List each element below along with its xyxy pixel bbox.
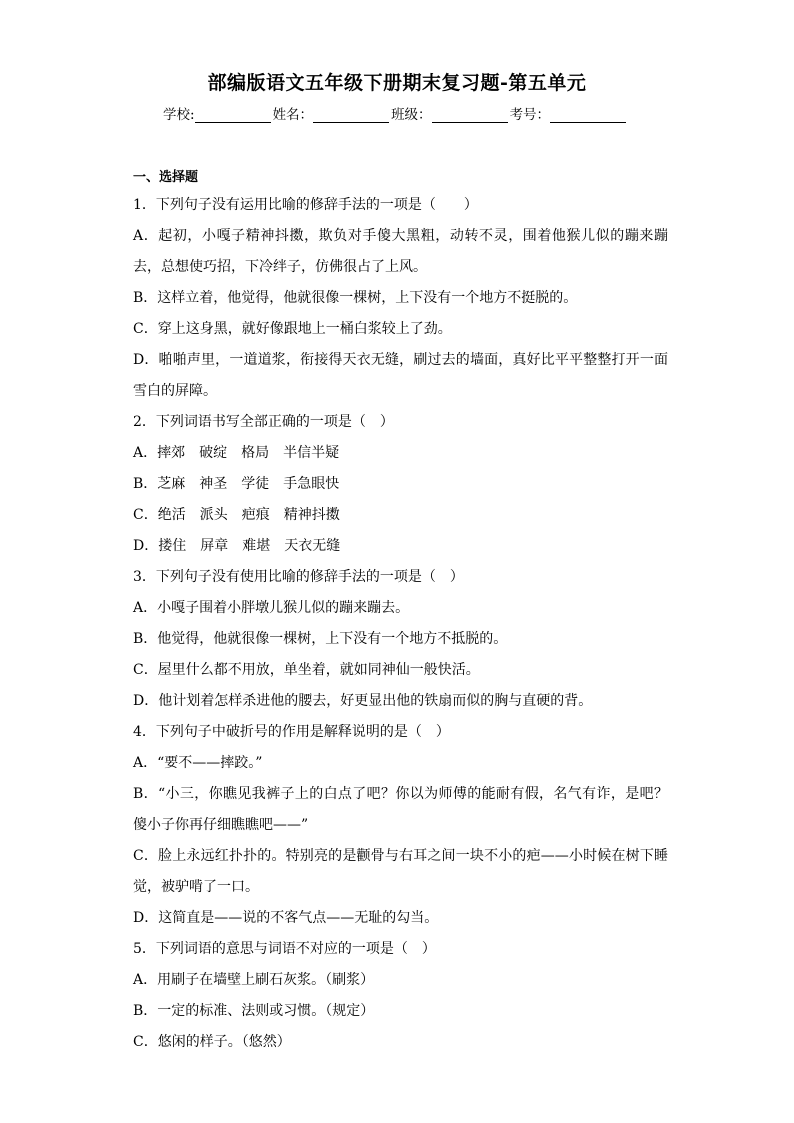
word: 精神抖擞	[283, 507, 340, 523]
question-2-option-c	[133, 500, 668, 531]
word: C．绝活	[133, 507, 186, 523]
number-blank	[550, 107, 626, 123]
name-blank	[313, 107, 389, 123]
question-1-option-a: A．起初，小嘎子精神抖擞，欺负对手傻大黑粗，动转不灵，围着他猴儿似的蹦来蹦去，总想使巧招，下冷绊子，仿佛很占了上风。	[133, 228, 668, 275]
question-1-option-d: D．啪啪声里，一道道浆，衔接得天衣无缝，刷过去的墙面，真好比平平整整打开一面雪白的屏障。	[133, 352, 668, 399]
question-4-option-b: B．“小三，你瞧见我裤子上的白点了吧？你以为师傅的能耐有假，名气有诈，是吧？傻小子你再仔细瞧瞧吧——”	[133, 786, 668, 833]
number-label: 考号：	[509, 107, 551, 123]
question-2-option-a	[133, 438, 668, 469]
school-blank	[195, 107, 271, 123]
word: 神圣	[199, 476, 228, 492]
question-3-option-d: D．他计划着怎样杀进他的腰去，好更显出他的铁扇而似的胸与直硬的背。	[133, 693, 593, 709]
word: 天衣无缝	[284, 538, 341, 554]
question-4-option-a: A．“要不——摔跤。”	[133, 755, 263, 771]
question-1-stem: 1．下列句子没有运用比喻的修辞手法的一项是（ ）	[133, 197, 478, 213]
question-2-option-d	[133, 531, 668, 562]
question-1-option-b: B．这样立着，他觉得，他就很像一棵树，上下没有一个地方不挺脱的。	[133, 290, 578, 306]
word: 手急眼快	[283, 476, 340, 492]
question-3-stem: 3．下列句子没有使用比喻的修辞手法的一项是（ ）	[133, 569, 464, 585]
question-3-option-a: A．小嘎子围着小胖墩儿猴儿似的蹦来蹦去。	[133, 600, 410, 616]
word: D．搂住	[133, 538, 187, 554]
question-2-stem: 2．下列词语书写全部正确的一项是（ ）	[133, 414, 394, 430]
name-label: 姓名：	[272, 107, 314, 123]
question-4-stem: 4．下列句子中破折号的作用是解释说明的是（ ）	[133, 724, 450, 740]
questions-body	[133, 190, 668, 1058]
word: 屏章	[200, 538, 229, 554]
question-2-option-b	[133, 469, 668, 500]
question-5-option-b: B．一定的标准、法则或习惯。（规定）	[133, 1003, 375, 1019]
question-4-option-d: D．这简直是——说的不客气点——无耻的勾当。	[133, 910, 439, 926]
question-5-option-a: A．用刷子在墙壁上刷石灰浆。（刷浆）	[133, 972, 375, 988]
word: 破绽	[199, 445, 228, 461]
page-title: 部编版语文五年级下册期末复习题-第五单元	[207, 72, 587, 94]
student-info-row	[163, 103, 628, 123]
word: 派头	[199, 507, 228, 523]
word: A．摔郊	[133, 445, 186, 461]
question-3-option-c: C．屋里什么都不用放，单坐着，就如同神仙一般快活。	[133, 662, 480, 678]
question-5-stem: 5．下列词语的意思与词语不对应的一项是（ ）	[133, 941, 436, 957]
section-heading: 一、选择题	[133, 170, 199, 185]
class-label: 班级：	[391, 107, 432, 123]
question-4-option-c: C．脸上永远红扑扑的。特别亮的是颧骨与右耳之间一块不小的疤——小时候在树下睡觉，被驴啃了一口。	[133, 848, 668, 895]
word: 疤痕	[241, 507, 270, 523]
question-3-option-b: B．他觉得，他就很像一棵树，上下没有一个地方不抵脱的。	[133, 631, 508, 647]
question-1-option-c: C．穿上这身黑，就好像跟地上一桶白浆较上了劲。	[133, 321, 452, 337]
word: 格局	[241, 445, 270, 461]
word: 半信半疑	[283, 445, 340, 461]
question-5-option-c: C．悠闲的样子。（悠然）	[133, 1034, 291, 1050]
word: B．芝麻	[133, 476, 186, 492]
word: 学徒	[241, 476, 270, 492]
school-label: 学校:	[163, 107, 195, 123]
class-blank	[432, 107, 508, 123]
word: 难堪	[242, 538, 271, 554]
